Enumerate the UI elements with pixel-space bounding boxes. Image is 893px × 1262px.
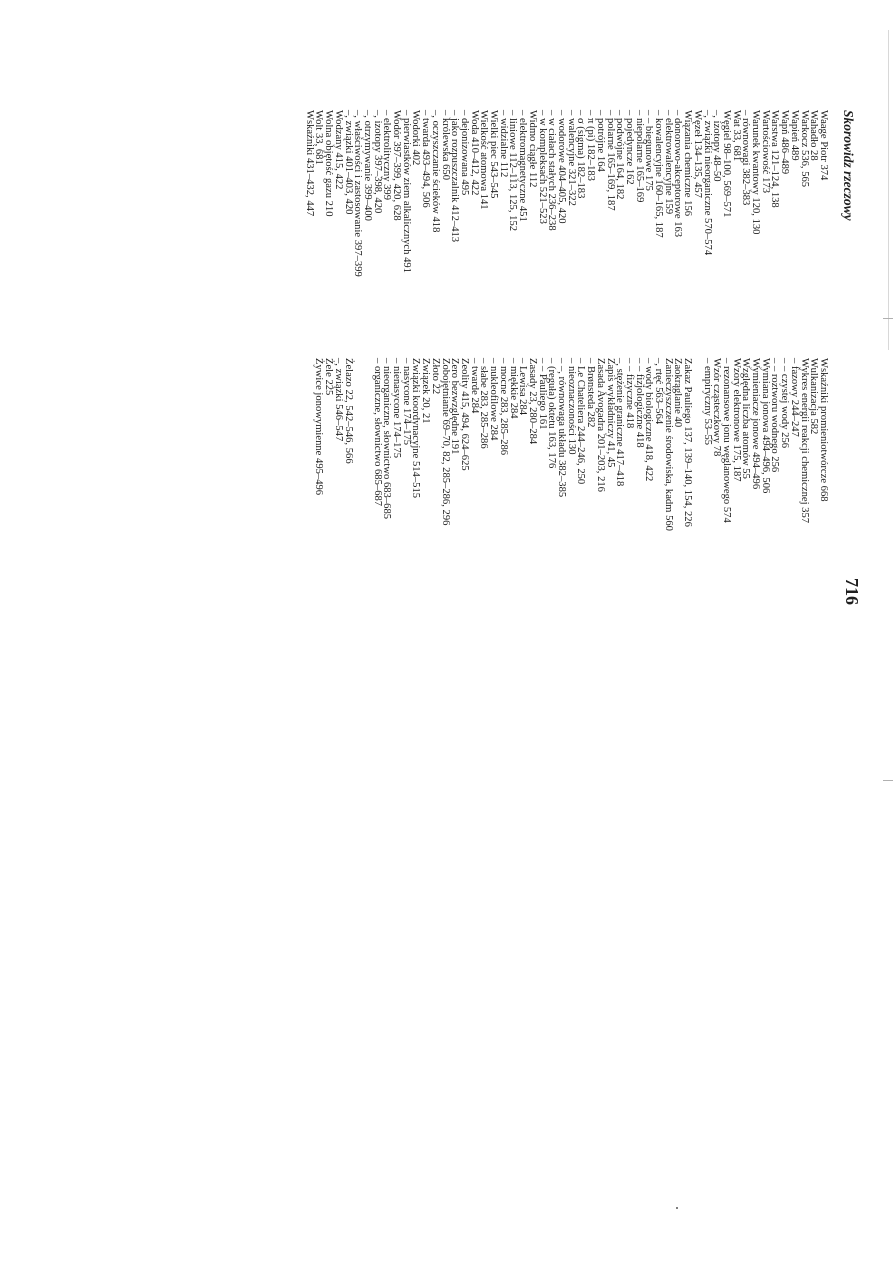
index-entry: – nieoznaczoności 130 bbox=[565, 358, 577, 455]
index-entry: – twarda 493–494, 506 bbox=[420, 110, 432, 208]
index-entry: Wskaźniki promieniotwórcze 668 bbox=[818, 358, 829, 502]
index-entry: Żywice jonowymienne 495–496 bbox=[313, 358, 325, 496]
index-entry: – elektromagnetyczne 451 bbox=[517, 110, 529, 222]
index-entry: Warkocz 536, 565 bbox=[798, 110, 810, 188]
index-entry: Złoto 22 bbox=[429, 358, 441, 395]
index-entry: – potrójne 164 bbox=[594, 110, 606, 172]
index-entry: – nienasycone 174–175 bbox=[391, 358, 403, 459]
index-entry: –, związki 401–403, 420 bbox=[342, 110, 354, 215]
index-entry: Wahadło 28 bbox=[808, 110, 820, 161]
index-entry: – liniowe 112–113, 125, 152 bbox=[507, 110, 519, 232]
index-entry: Wzory elektronowe 175, 187 bbox=[730, 358, 742, 482]
index-entry: Waage Piotr 374 bbox=[818, 110, 829, 181]
index-entry: – – fizjologiczne 418 bbox=[633, 358, 645, 448]
index-entry: – widzialne 112 bbox=[497, 110, 509, 178]
index-entry: – równowagi 382–383 bbox=[740, 110, 752, 206]
scan-edge-tick bbox=[883, 318, 893, 319]
index-entry: – nieorganiczne, słownictwo 683–685 bbox=[381, 358, 393, 520]
index-column-1 bbox=[304, 110, 828, 390]
index-entry: Wolna objętość gazu 210 bbox=[323, 110, 335, 217]
index-entry: – fazowy 244–247 bbox=[788, 358, 800, 437]
index-entry: – pierwiastków ziem alkalicznych 491 bbox=[400, 110, 412, 273]
page-header bbox=[830, 110, 860, 1110]
index-entry: Żelazo 22, 542–546, 566 bbox=[342, 358, 354, 464]
index-entry: –, otrzymywanie 399–400 bbox=[361, 110, 373, 221]
index-entry: Związek 20, 21 bbox=[420, 358, 432, 424]
index-entry: – rezonansowe jonu węglanowego 574 bbox=[720, 358, 732, 523]
index-entry: Wymiana jonowa 494–496, 506 bbox=[759, 358, 771, 494]
index-entry: – – Pauliego 161 bbox=[536, 358, 548, 430]
index-entry: Wielkość atomowa 141 bbox=[478, 110, 490, 210]
index-entry: Zapis wykładniczy 41, 45 bbox=[604, 358, 616, 468]
index-entry: Zaokrąglanie 40 bbox=[672, 358, 684, 428]
index-entry: Woda 410–412, 422 bbox=[468, 110, 480, 196]
index-entry: – – fizyczne 418 bbox=[623, 358, 635, 429]
index-entry: – mocne 283, 285–286 bbox=[497, 358, 509, 456]
index-entry: Wapień 489 bbox=[788, 110, 800, 161]
index-entry: – organiczne, słownictwo 685–687 bbox=[371, 358, 383, 507]
scan-edge-line bbox=[888, 30, 889, 350]
index-entry: Zanieczyszczenie środowiska, kadm 560 bbox=[662, 358, 674, 531]
index-entry: – nukleofilowe 284 bbox=[488, 358, 500, 441]
index-entry: Zasady 23, 280–284 bbox=[526, 358, 538, 445]
index-entry: –, izotopy 48–50 bbox=[711, 110, 723, 182]
rotated-page bbox=[100, 110, 860, 1210]
index-entry: –, oczyszczanie ścieków 418 bbox=[429, 110, 441, 233]
index-entry: Zero bezwzględne 191 bbox=[449, 358, 461, 455]
index-entry: – w ciałach stałych 236–238 bbox=[546, 110, 558, 231]
index-entry: – wody biologiczne 418, 422 bbox=[643, 358, 655, 482]
index-entry: Wykres energii reakcji chemicznej 357 bbox=[798, 358, 810, 524]
index-gap bbox=[362, 358, 372, 658]
index-entry: Warstwa 121–124, 138 bbox=[769, 110, 781, 208]
index-entry: – – roztworu wodnego 256 bbox=[769, 358, 781, 473]
index-entry: – – biegunowe 175 bbox=[643, 110, 655, 191]
index-entry: –, rtęć 563–564 bbox=[653, 358, 665, 425]
index-entry: – Le Chateliera 244–246, 250 bbox=[575, 358, 587, 485]
index-entry: – σ (sigma) 182–183 bbox=[575, 110, 587, 199]
index-entry: – Brønsteda 282 bbox=[585, 358, 597, 428]
index-entry: Wodorki 402 bbox=[410, 110, 422, 166]
index-entry: –, związki 546–547 bbox=[332, 358, 344, 442]
index-entry: – empiryczny 53–55 bbox=[701, 358, 713, 446]
index-entry: Względna liczba atomów 55 bbox=[740, 358, 752, 479]
index-entry: Węgiel 98–100, 569–571 bbox=[720, 110, 732, 218]
index-entry: – miękkie 284 bbox=[507, 358, 519, 419]
index-entry: – nasycone 174–175 bbox=[400, 358, 412, 446]
index-entry: – słabe 283, 285–286 bbox=[478, 358, 490, 449]
index-entry: – π (pi) 182–183 bbox=[585, 110, 597, 181]
index-entry: – polarne 165–169, 187 bbox=[604, 110, 616, 211]
index-entry: Zobojętnianie 69–70, 82, 285–286, 296 bbox=[439, 358, 451, 526]
index-entry: – w kompleksach 521–523 bbox=[536, 110, 548, 224]
index-entry: Wat 33, 681 bbox=[730, 110, 742, 162]
index-entry: – królewska 650 bbox=[439, 110, 451, 181]
index-entry: – dejonizowana 495 bbox=[458, 110, 470, 196]
index-entry: – pojedyncze 162 bbox=[623, 110, 635, 185]
index-entry: Zeolity 415, 494, 624–625 bbox=[459, 358, 470, 471]
index-entry: Wielki piec 543–545 bbox=[488, 110, 500, 199]
index-entry: –, związki nieorganiczne 570–574 bbox=[701, 110, 713, 256]
index-entry: – elektrowalencyjne 159 bbox=[662, 110, 674, 215]
index-entry: – twarde 284 bbox=[468, 358, 480, 414]
index-entry: – kowalencyjne 160–165, 187 bbox=[653, 110, 665, 238]
index-entry: – donorowo-akceptorowe 163 bbox=[672, 110, 684, 238]
index-entry: Wulkanizacja 582 bbox=[808, 358, 820, 435]
index-entry: Wskaźniki 431–432, 447 bbox=[303, 110, 315, 217]
index-entry: Wodzany 415, 422 bbox=[332, 110, 344, 190]
index-column-2 bbox=[314, 358, 828, 658]
index-entry: Związki koordynacyjne 514–515 bbox=[410, 358, 422, 499]
index-entry: Wzór cząsteczkowy 78 bbox=[711, 358, 723, 457]
index-entry: –, stężenie graniczne 417–418 bbox=[614, 358, 626, 487]
index-entry: –, właściwości i zastosowanie 397–399 bbox=[352, 110, 364, 277]
index-entry: Wymieniacze jonowe 494–496 bbox=[750, 358, 762, 490]
index-entry: Zakaz Pauliego 137, 139–140, 154, 226 bbox=[682, 358, 694, 527]
index-entry: Warunek kwantowy 120, 130 bbox=[750, 110, 762, 235]
index-entry: Wartościowość 173 bbox=[759, 110, 771, 193]
index-entry: – walencyjne 321–322 bbox=[565, 110, 577, 206]
index-entry: Wiązania chemiczne 156 bbox=[682, 110, 694, 217]
index-entry: Widmo ciągłe 112 bbox=[526, 110, 538, 188]
index-entry: – wodorowe 404–405, 420 bbox=[556, 110, 568, 224]
index-entry: – Lewisa 284 bbox=[517, 358, 529, 416]
scan-speck bbox=[676, 1207, 678, 1209]
index-gap bbox=[353, 358, 363, 658]
scan-edge-tick bbox=[883, 780, 893, 781]
page-number: 716 bbox=[842, 578, 862, 605]
index-entry: – (reguła) oktetu 163, 176 bbox=[546, 358, 558, 469]
index-entry: Wolt 33, 681 bbox=[313, 110, 325, 165]
running-title: Skorowidz rzeczowy bbox=[841, 110, 856, 221]
index-gap bbox=[692, 358, 702, 658]
index-entry: – –, równowaga układu 382–385 bbox=[556, 358, 568, 498]
index-entry: – niepolarne 165–169 bbox=[633, 110, 645, 203]
index-entry: –, izotopy 397–398, 420 bbox=[371, 110, 383, 214]
index-entry: Węzeł 134–135, 457 bbox=[691, 110, 703, 198]
index-entry: Zasada Avogadra 201–203, 216 bbox=[594, 358, 606, 492]
index-entry: – – czystej wody 256 bbox=[779, 358, 791, 449]
index-entry: – jako rozpuszczalnik 412–413 bbox=[449, 110, 461, 243]
index-entry: Żele 225 bbox=[323, 358, 335, 396]
index-entry: – podwójne 164, 182 bbox=[614, 110, 626, 200]
index-entry: Wodór 397–399, 420, 628 bbox=[391, 110, 403, 221]
index-entry: Wapń 486–489 bbox=[779, 110, 791, 175]
index-entry: – elektrolityczny 399 bbox=[381, 110, 393, 201]
